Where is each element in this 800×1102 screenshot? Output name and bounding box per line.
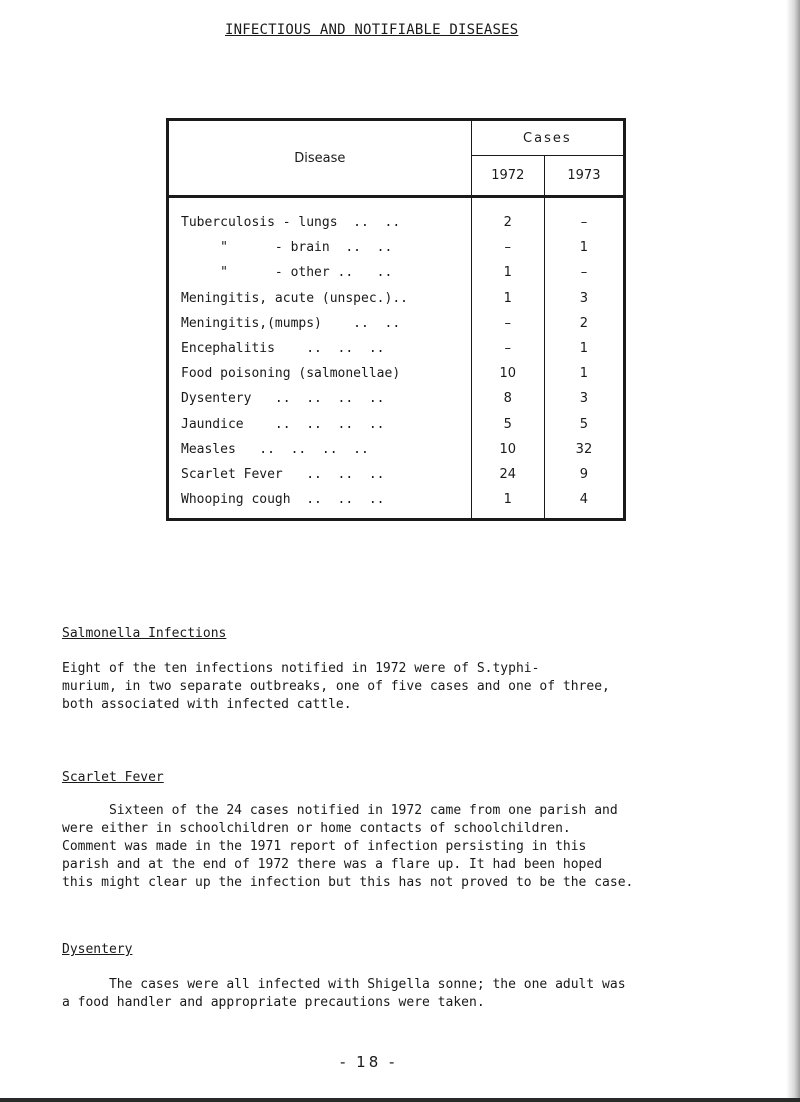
cases-1972-cell: 2 [471, 197, 544, 236]
cases-1973-cell: 9 [544, 462, 624, 487]
year-1972-header: 1972 [471, 156, 544, 197]
cases-1972-cell: 5 [471, 412, 544, 437]
table-row [168, 437, 625, 462]
cases-1973-cell: 3 [544, 286, 624, 311]
cases-1973-cell: 2 [544, 311, 624, 336]
disease-name-cell: Tuberculosis - lungs .. .. [168, 197, 472, 236]
disease-cases-table [166, 118, 626, 521]
table-row [168, 336, 625, 361]
disease-name-cell: Jaundice .. .. .. .. [168, 412, 472, 437]
cases-1972-cell: – [471, 336, 544, 361]
cases-1972-cell: – [471, 311, 544, 336]
disease-name-cell: " - brain .. .. [168, 235, 472, 260]
cases-1973-cell: 3 [544, 386, 624, 411]
cases-1972-cell: 1 [471, 286, 544, 311]
table-row [168, 260, 625, 285]
cases-1972-cell: 24 [471, 462, 544, 487]
cases-1972-cell: 1 [471, 260, 544, 285]
cases-1973-cell: 1 [544, 361, 624, 386]
page-edge-shadow [786, 0, 800, 1102]
disease-name-cell: Measles .. .. .. .. [168, 437, 472, 462]
cases-1972-cell: 1 [471, 487, 544, 520]
disease-name-cell: Scarlet Fever .. .. .. [168, 462, 472, 487]
disease-name-cell: Dysentery .. .. .. .. [168, 386, 472, 411]
cases-1972-cell: 10 [471, 361, 544, 386]
disease-name-cell: " - other .. .. [168, 260, 472, 285]
cases-1972-cell: – [471, 235, 544, 260]
year-1973-header: 1973 [544, 156, 624, 197]
salmonella-paragraph: Eight of the ten infections notified in 1972 were of S.typhi- murium, in two separate outbreaks, one of five cases and one of three, both associated with infected cattle. [62, 661, 610, 712]
table-row [168, 386, 625, 411]
table-row [168, 286, 625, 311]
cases-1973-cell: – [544, 197, 624, 236]
disease-name-cell: Meningitis, acute (unspec.).. [168, 286, 472, 311]
disease-name-cell: Whooping cough .. .. .. [168, 487, 472, 520]
table-row [168, 487, 625, 520]
cases-1972-cell: 10 [471, 437, 544, 462]
table-row [168, 412, 625, 437]
scarlet-fever-paragraph: Sixteen of the 24 cases notified in 1972 came from one parish and were either in schoolchildren or home contacts of schoolchildren. Comment was made in the 1971 report of infection persisting in this parish and at the end of 1972 there was a flare up. It had been hoped this might clear up the infection but this has not proved to be the case. [62, 803, 634, 890]
cases-1973-cell: 32 [544, 437, 624, 462]
cases-1973-cell: 1 [544, 235, 624, 260]
cases-1973-cell: 1 [544, 336, 624, 361]
cases-1973-cell: – [544, 260, 624, 285]
cases-1973-cell: 4 [544, 487, 624, 520]
disease-name-cell: Encephalitis .. .. .. [168, 336, 472, 361]
table-row [168, 361, 625, 386]
page-title: INFECTIOUS AND NOTIFIABLE DISEASES [225, 22, 519, 38]
disease-column-header: Disease [168, 120, 472, 197]
cases-1972-cell: 8 [471, 386, 544, 411]
disease-name-cell: Food poisoning (salmonellae) [168, 361, 472, 386]
table-row [168, 311, 625, 336]
page-number: - 18 - [340, 1053, 398, 1071]
table-row [168, 197, 625, 236]
salmonella-section-title: Salmonella Infections [62, 626, 227, 641]
dysentery-section-title: Dysentery [62, 942, 133, 957]
cases-column-header: Cases [471, 120, 624, 156]
disease-name-cell: Meningitis,(mumps) .. .. [168, 311, 472, 336]
dysentery-paragraph: The cases were all infected with Shigella sonne; the one adult was a food handler and appropriate precautions were taken. [62, 977, 626, 1010]
cases-1973-cell: 5 [544, 412, 624, 437]
scarlet-fever-section-title: Scarlet Fever [62, 770, 164, 785]
table-body [168, 197, 625, 520]
page-bottom-edge [0, 1098, 800, 1102]
table-row [168, 235, 625, 260]
table-row [168, 462, 625, 487]
